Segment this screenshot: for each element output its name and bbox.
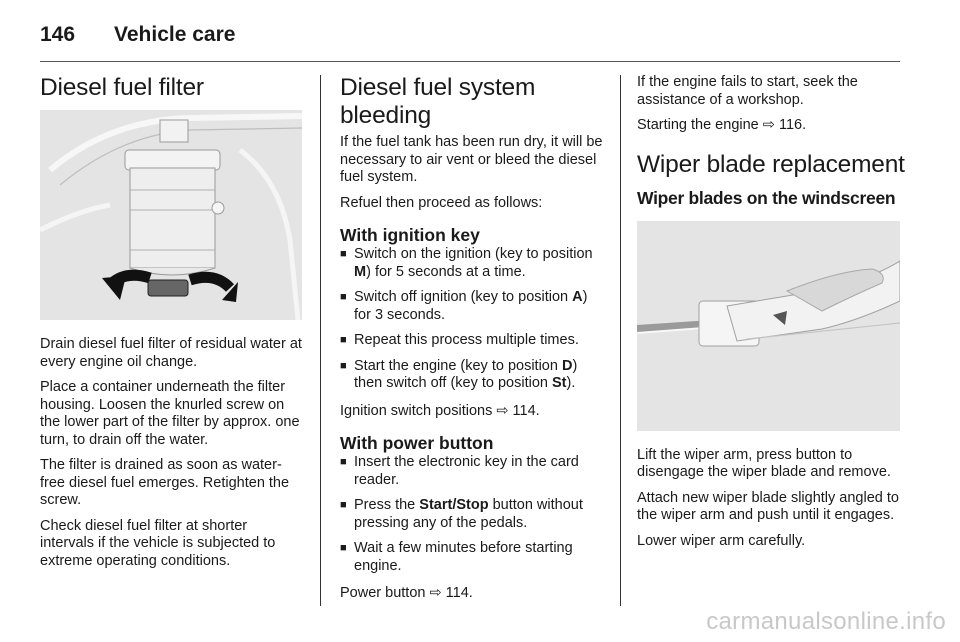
section-title: Vehicle care	[114, 23, 236, 46]
heading-diesel-fuel-filter: Diesel fuel filter	[40, 74, 204, 101]
watermark: carmanualsonline.info	[706, 608, 946, 635]
fuel-filter-illustration	[40, 110, 302, 320]
list-item: ■ Start the engine (key to position D) then switch off (key to position St).	[340, 357, 578, 391]
page-header	[40, 20, 235, 50]
list-item: ■ Press the Start/Stop button without pressing any of the pedals.	[340, 497, 583, 531]
column-1	[40, 74, 305, 578]
heading-fuel-system-bleeding: Diesel fuel system bleeding	[340, 74, 536, 129]
list-item: ■ Switch off ignition (key to position A) for 3 seconds.	[340, 289, 588, 323]
bullet-icon: ■	[340, 499, 347, 511]
page-reference-icon: ⇨	[496, 402, 509, 419]
column-3	[637, 74, 909, 558]
paragraph: Lift the wiper arm, press button to disengage the wiper blade and remove.	[637, 446, 891, 480]
bullet-icon: ■	[340, 542, 347, 554]
cross-reference[interactable]: Ignition switch positions ⇨ 114.	[340, 402, 540, 419]
paragraph: Refuel then proceed as follows:	[340, 194, 543, 211]
list-item: ■ Wait a few minutes before starting engine.	[340, 540, 573, 574]
wiper-blade-illustration	[637, 221, 900, 431]
page-reference-icon: ⇨	[429, 585, 442, 601]
power-button-steps	[340, 454, 605, 575]
bullet-icon: ■	[340, 291, 347, 303]
bullet-icon: ■	[340, 334, 347, 346]
paragraph: Check diesel fuel filter at shorter intervals if the vehicle is subjected to extreme operating conditions.	[40, 517, 276, 569]
paragraph: If the fuel tank has been run dry, it will be necessary to air vent or bleed the diesel fuel system.	[340, 134, 603, 185]
cross-reference[interactable]: Starting the engine ⇨ 116.	[637, 117, 807, 133]
page-reference-icon: ⇨	[762, 117, 775, 133]
fuel-filter-drawing	[40, 110, 302, 320]
column-2	[340, 74, 605, 611]
bullet-icon: ■	[340, 456, 347, 468]
page-number: 146	[40, 23, 76, 46]
paragraph: Drain diesel fuel filter of residual water at every engine oil change.	[40, 336, 302, 370]
paragraph: Place a container underneath the filter housing. Loosen the knurled screw on the lower part of the filter by approx. one turn, to drain off the water.	[40, 379, 300, 448]
bullet-icon: ■	[340, 359, 347, 372]
ignition-key-steps	[340, 246, 605, 393]
paragraph: Lower wiper arm carefully.	[637, 532, 806, 549]
wiper-blade-drawing	[637, 221, 900, 431]
cross-reference[interactable]: Power button ⇨ 114.	[340, 585, 473, 601]
paragraph: Attach new wiper blade slightly angled to the wiper arm and push until it engages.	[637, 489, 899, 523]
subheading-power-button: With power button	[340, 433, 494, 453]
paragraph: If the engine fails to start, seek the assistance of a workshop.	[637, 74, 858, 108]
list-item: ■ Repeat this process multiple times.	[340, 332, 579, 348]
list-item: ■ Insert the electronic key in the card reader.	[340, 454, 579, 488]
subheading-wiper-windscreen: Wiper blades on the windscreen	[637, 187, 896, 208]
list-item: ■ Switch on the ignition (key to position M) for 5 seconds at a time.	[340, 246, 593, 280]
column-divider	[320, 75, 321, 606]
heading-wiper-blade-replacement: Wiper blade replacement	[637, 150, 905, 178]
bullet-icon: ■	[340, 248, 347, 260]
paragraph: The filter is drained as soon as water-free diesel fuel emerges. Retighten the screw.	[40, 457, 290, 508]
column-divider	[620, 75, 621, 606]
header-rule	[40, 61, 900, 62]
subheading-ignition-key: With ignition key	[340, 225, 480, 245]
